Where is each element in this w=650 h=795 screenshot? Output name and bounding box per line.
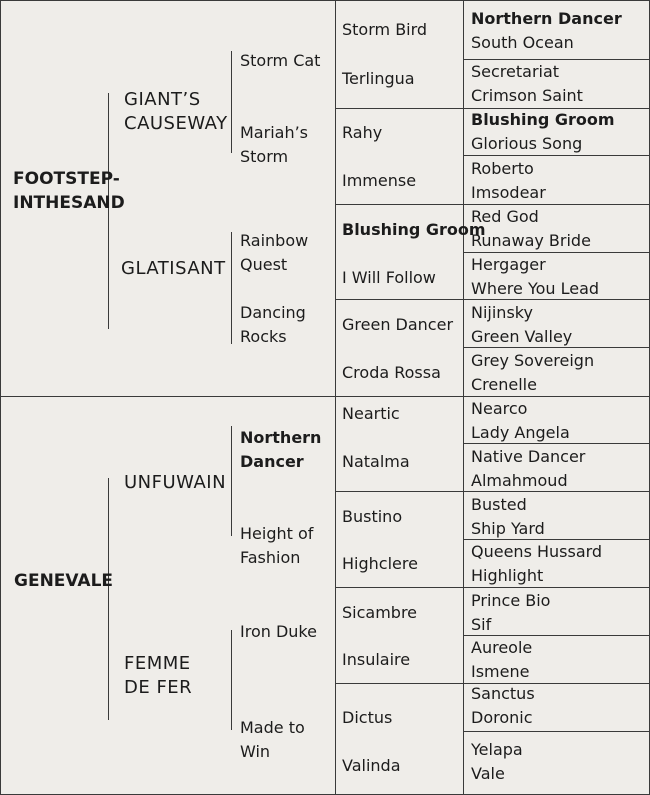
- ancestor-gen5-pair: [471, 445, 585, 493]
- ancestor-gen5: Hergager: [471, 255, 546, 274]
- ancestor-gen4: Neartic: [342, 404, 400, 423]
- ancestor-gen4: Terlingua: [342, 69, 415, 88]
- name-line: FEMME: [124, 653, 191, 674]
- ancestor-gen5-pair: [471, 60, 583, 108]
- ancestor-gen5: Crimson Saint: [471, 86, 583, 105]
- ancestor-gen4: Blushing Groom: [342, 220, 486, 239]
- ancestor-gen5: Lady Angela: [471, 423, 570, 442]
- name-line: GENEVALE: [14, 571, 114, 591]
- dam-dam: [124, 652, 192, 700]
- name-line: Iron Duke: [240, 622, 317, 641]
- dam-sire: [124, 471, 226, 495]
- ancestor-gen5-pair: [471, 589, 550, 637]
- ancestor-gen5: Runaway Bride: [471, 231, 591, 250]
- ancestor-gen5-pair: [471, 108, 615, 156]
- ancestor-gen5: Green Valley: [471, 327, 573, 346]
- ancestor-gen5: Vale: [471, 764, 505, 783]
- ancestor-gen5: Almahmoud: [471, 471, 568, 490]
- ancestor-gen5-pair: [471, 682, 535, 730]
- ancestor-gen5: Where You Lead: [471, 279, 600, 298]
- ancestor-gen5: Roberto: [471, 159, 534, 178]
- name-line: Rainbow: [240, 231, 309, 250]
- ancestor-gen3: [240, 620, 317, 644]
- ancestor-gen4: Natalma: [342, 452, 410, 471]
- name-line: Rocks: [240, 327, 287, 346]
- sire-dam: [121, 257, 226, 281]
- ancestor-gen4: Highclere: [342, 554, 418, 573]
- name-line: Dancing: [240, 303, 306, 322]
- ancestor-gen5: South Ocean: [471, 33, 574, 52]
- ancestor-gen5: Yelapa: [471, 740, 523, 759]
- name-line: Quest: [240, 255, 288, 274]
- ancestor-gen5: Grey Sovereign: [471, 351, 595, 370]
- bracket-gen2-a: [231, 51, 232, 153]
- ancestor-gen5: Crenelle: [471, 375, 537, 394]
- ancestor-gen5: Sanctus: [471, 684, 535, 703]
- ancestor-gen4: I Will Follow: [342, 268, 436, 287]
- name-line: Fashion: [240, 548, 301, 567]
- ancestor-gen3: [240, 229, 308, 277]
- ancestor-gen5-pair: [471, 493, 545, 541]
- name-line: Mariah’s: [240, 123, 308, 142]
- name-line: Made to: [240, 718, 305, 737]
- ancestor-gen4: Valinda: [342, 756, 401, 775]
- ancestor-gen3: [240, 426, 321, 474]
- name-line: Storm Cat: [240, 51, 321, 70]
- name-line: INTHESAND: [13, 193, 125, 213]
- ancestor-gen5: Red God: [471, 207, 539, 226]
- ancestor-gen4: Croda Rossa: [342, 363, 441, 382]
- ancestor-gen4: Insulaire: [342, 650, 411, 669]
- ancestor-gen5: Glorious Song: [471, 134, 583, 153]
- name-line: DE FER: [124, 677, 193, 698]
- ancestor-gen5: Native Dancer: [471, 447, 586, 466]
- name-line: Storm: [240, 147, 289, 166]
- subject-dam: [14, 569, 113, 593]
- ancestor-gen4: Dictus: [342, 708, 393, 727]
- ancestor-gen3: [240, 301, 306, 349]
- ancestor-gen5: Northern Dancer: [471, 9, 622, 28]
- bracket-gen1-dam: [108, 478, 109, 720]
- sire-sire: [124, 88, 228, 136]
- ancestor-gen5-pair: [471, 636, 532, 684]
- ancestor-gen5-pair: [471, 397, 570, 445]
- ancestor-gen5-pair: [471, 7, 622, 55]
- ancestor-gen5: Highlight: [471, 566, 544, 585]
- ancestor-gen5: Sif: [471, 615, 492, 634]
- ancestor-gen5: Nijinsky: [471, 303, 533, 322]
- ancestor-gen5-pair: [471, 540, 602, 588]
- gen4-divider: [463, 731, 650, 732]
- ancestor-gen3: [240, 121, 308, 169]
- ancestor-gen5: Prince Bio: [471, 591, 551, 610]
- ancestor-gen4: Sicambre: [342, 603, 418, 622]
- ancestor-gen4: Immense: [342, 171, 417, 190]
- name-line: GLATISANT: [121, 258, 226, 279]
- name-line: Win: [240, 742, 271, 761]
- ancestor-gen5: Ismene: [471, 662, 530, 681]
- name-line: CAUSEWAY: [124, 113, 228, 134]
- ancestor-gen5-pair: [471, 157, 546, 205]
- ancestor-gen4: Storm Bird: [342, 20, 428, 39]
- ancestor-gen5-pair: [471, 205, 591, 253]
- ancestor-gen5: Secretariat: [471, 62, 560, 81]
- ancestor-gen3: [240, 49, 320, 73]
- subject-sire: [13, 167, 125, 215]
- ancestor-gen5-pair: [471, 301, 572, 349]
- ancestor-gen4: Bustino: [342, 507, 403, 526]
- name-line: Dancer: [240, 452, 304, 471]
- name-line: UNFUWAIN: [124, 472, 227, 493]
- ancestor-gen5: Blushing Groom: [471, 110, 615, 129]
- bracket-gen2-b: [231, 232, 232, 344]
- ancestor-gen5: Busted: [471, 495, 527, 514]
- name-line: Northern: [240, 428, 322, 447]
- ancestor-gen5: Imsodear: [471, 183, 546, 202]
- col4-divider: [335, 0, 336, 795]
- ancestor-gen5-pair: [471, 253, 599, 301]
- ancestor-gen5: Queens Hussard: [471, 542, 603, 561]
- ancestor-gen5: Ship Yard: [471, 519, 545, 538]
- ancestor-gen5: Aureole: [471, 638, 533, 657]
- ancestor-gen4: Green Dancer: [342, 315, 454, 334]
- bracket-gen2-d: [231, 630, 232, 730]
- name-line: GIANT’S: [124, 89, 201, 110]
- name-line: Height of: [240, 524, 314, 543]
- ancestor-gen5: Doronic: [471, 708, 533, 727]
- ancestor-gen5-pair: [471, 349, 594, 397]
- name-line: FOOTSTEP-: [13, 169, 120, 189]
- col5-divider: [463, 0, 464, 795]
- ancestor-gen3: [240, 522, 313, 570]
- ancestor-gen3: [240, 716, 305, 764]
- ancestor-gen5-pair: [471, 738, 523, 786]
- ancestor-gen5: Nearco: [471, 399, 528, 418]
- ancestor-gen4: Rahy: [342, 123, 383, 142]
- bracket-gen2-c: [231, 426, 232, 536]
